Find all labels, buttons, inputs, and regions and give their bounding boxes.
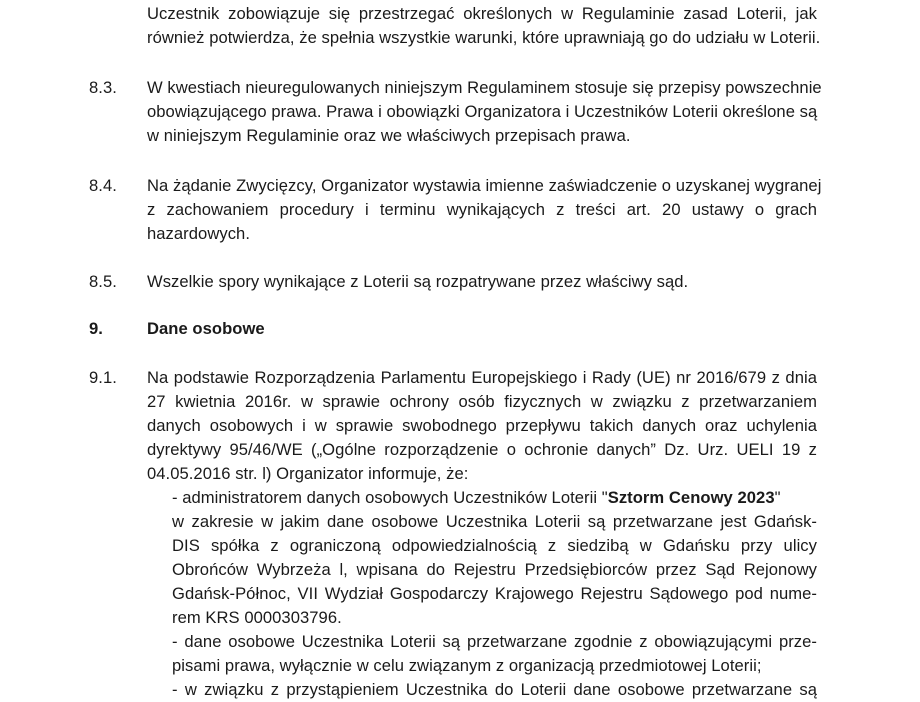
paragraph-line: Wszelkie spory wynikające z Loterii są rozpatrywane przez właściwy sąd. [147, 272, 689, 291]
bullet-line: pisami prawa, wyłącznie w celu związanym z organizacją przedmiotowej Loterii; [172, 656, 762, 675]
section-number: 8.3. [89, 78, 117, 97]
bullet-line: - dane osobowe Uczestnika Loterii są przetwarzane zgodnie z obowiązującymi prze- [172, 632, 817, 651]
paragraph-line: hazardowych. [147, 224, 250, 243]
bullet-text: - administratorem danych osobowych Uczestników Loterii " [172, 488, 608, 507]
paragraph-line: danych osobowych i w sprawie swobodnego przepływu takich danych oraz uchylenia [147, 416, 817, 435]
section-number: 8.5. [89, 272, 117, 291]
section-number: 9.1. [89, 368, 117, 387]
paragraph-line: dyrektywy 95/46/WE („Ogólne rozporządzenie o ochronie danych” Dz. Urz. UELI 19 z [147, 440, 817, 459]
bullet-first-line [172, 486, 817, 510]
section-heading: Dane osobowe [147, 319, 265, 338]
section-number: 9. [89, 319, 103, 338]
paragraph-line: obowiązującego prawa. Prawa i obowiązki Organizatora i Uczestników Loterii określone są [147, 102, 818, 121]
lottery-name: Sztorm Cenowy 2023 [607, 488, 775, 507]
paragraph-line: z zachowaniem procedury i terminu wynikających z treści art. 20 ustawy o grach [147, 200, 817, 219]
bullet-line: - w związku z przystąpieniem Uczestnika do Loterii dane osobowe przetwarzane są [172, 680, 817, 699]
paragraph-line: Na żądanie Zwycięzcy, Organizator wystawia imienne zaświadczenie o uzyskanej wygranej [147, 176, 822, 195]
bullet-line: Obrońców Wybrzeża l, wpisana do Rejestru Przedsiębiorców przez Sąd Rejonowy [172, 560, 817, 579]
section-number: 8.4. [89, 176, 117, 195]
bullet-line: w zakresie w jakim dane osobowe Uczestnika Loterii są przetwarzane jest Gdańsk- [172, 512, 817, 531]
bullet-line: rem KRS 0000303796. [172, 608, 342, 627]
paragraph-line: 04.05.2016 str. l) Organizator informuje, że: [147, 464, 469, 483]
paragraph-line: również potwierdza, że spełnia wszystkie warunki, które uprawniają go do udziału w Loterii. [147, 28, 821, 47]
paragraph-line: W kwestiach nieuregulowanych niniejszym Regulaminem stosuje się przepisy powszechnie [147, 78, 822, 97]
paragraph-line: Na podstawie Rozporządzenia Parlamentu Europejskiego i Rady (UE) nr 2016/679 z dnia [147, 368, 817, 387]
paragraph-line: 27 kwietnia 2016r. w sprawie ochrony osób fizycznych w związku z przetwarzaniem [147, 392, 817, 411]
paragraph-line: w niniejszym Regulaminie oraz we właściwych przepisach prawa. [147, 126, 631, 145]
bullet-line: Gdańsk-Północ, VII Wydział Gospodarczy Krajowego Rejestru Sądowego pod nume- [172, 584, 817, 603]
bullet-text: " [774, 488, 781, 507]
bullet-line: DIS spółka z ograniczoną odpowiedzialnością z siedzibą w Gdańsku przy ulicy [172, 536, 817, 555]
paragraph-line: Uczestnik zobowiązuje się przestrzegać określonych w Regulaminie zasad Loterii, jak [147, 4, 817, 23]
